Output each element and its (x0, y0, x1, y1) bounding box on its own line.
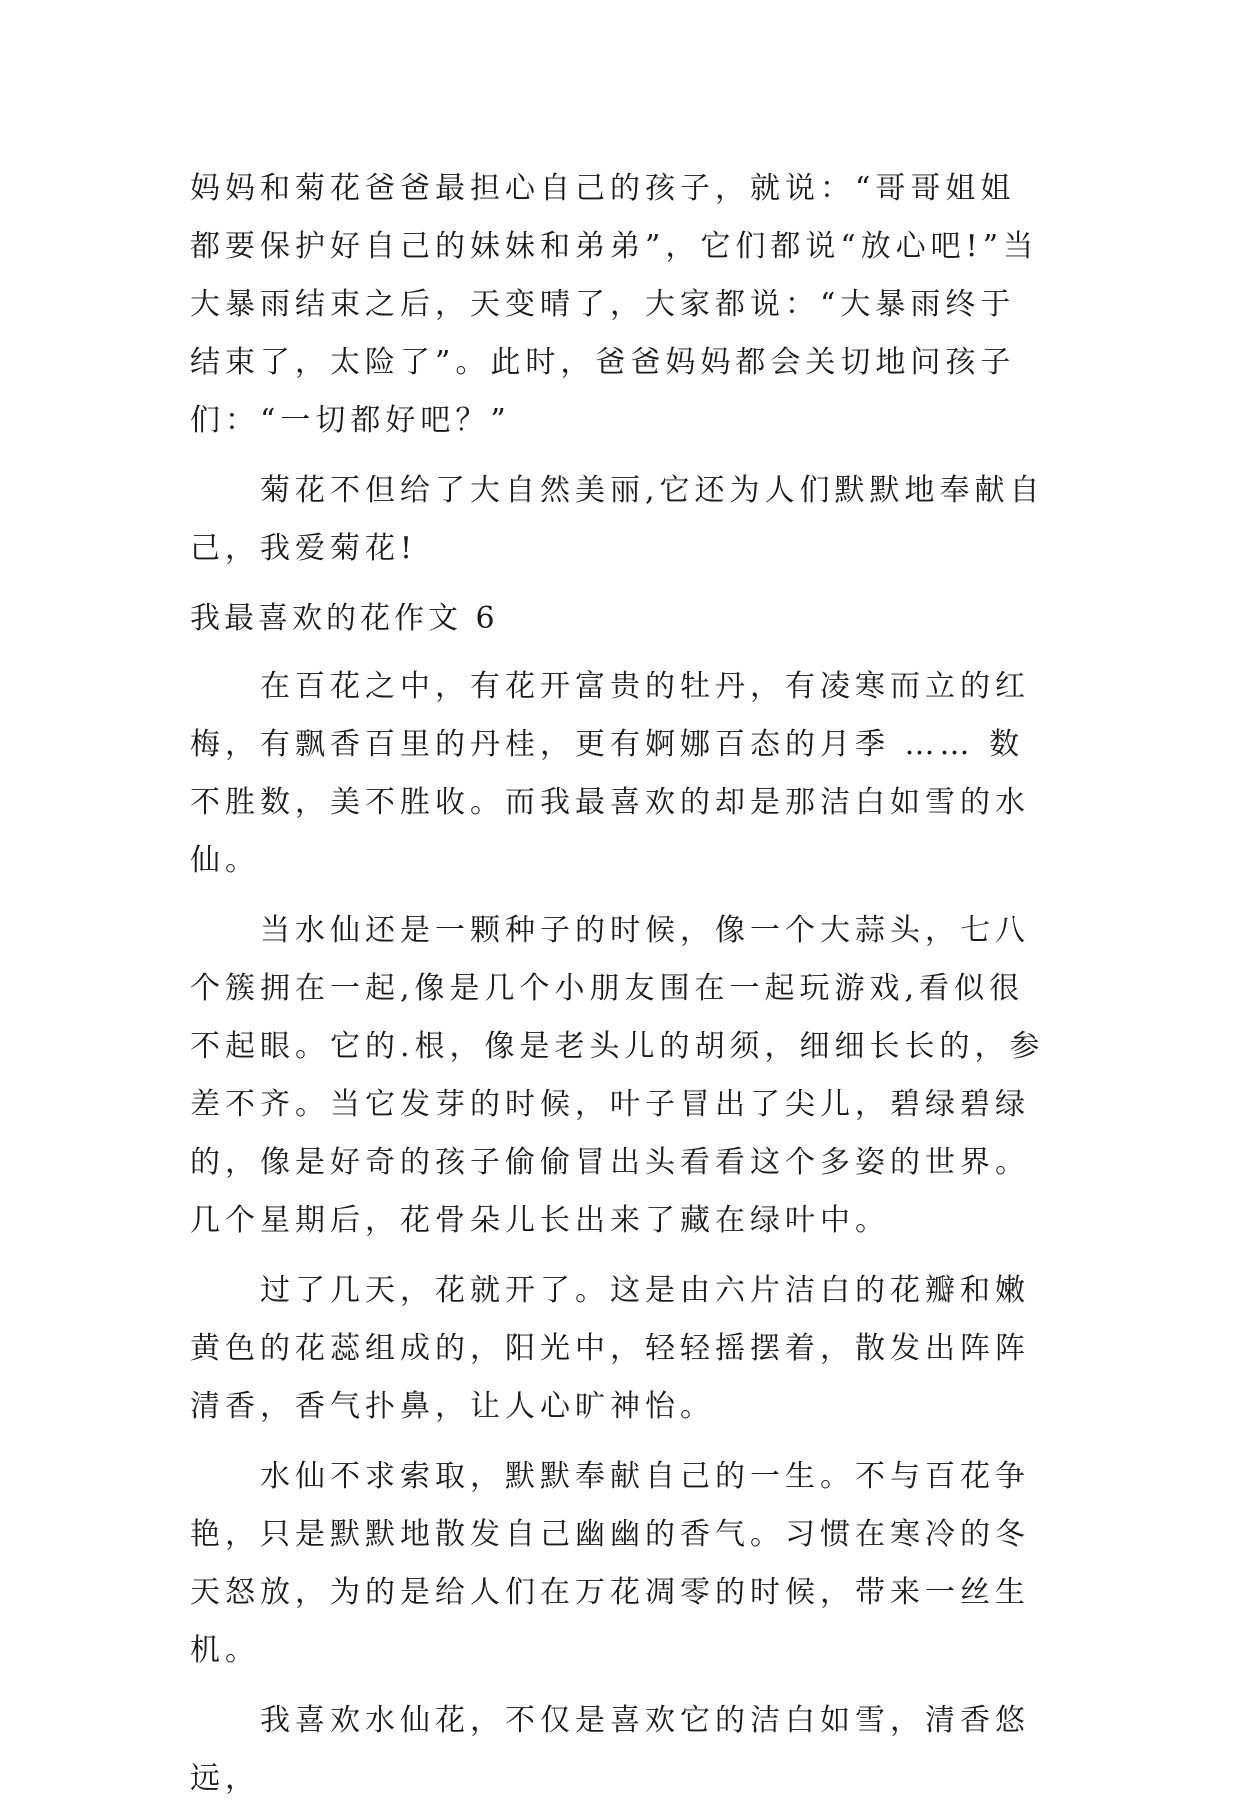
section-heading: 我最喜欢的花作文 6 (190, 601, 499, 636)
paragraph: 我喜欢水仙花，不仅是喜欢它的洁白如雪，清香悠远， (190, 1703, 1030, 1796)
paragraph: 妈妈和菊花爸爸最担心自己的孩子，就说：“哥哥姐姐都要保护好自己的妹妹和弟弟”，它们都说“放心吧!”当大暴雨结束之后，天变晴了，大家都说：“大暴雨终于结束了，太险了”。此时，爸爸妈妈都会关切地问孩子们：“一切都好吧？” (190, 171, 1039, 438)
paragraph: 水仙不求索取，默默奉献自己的一生。不与百花争艳，只是默默地散发自己幽幽的香气。习惯在寒冷的冬天怒放，为的是给人们在万花凋零的时候，带来一丝生机。 (190, 1459, 1030, 1668)
paragraph: 在百花之中，有花开富贵的牡丹，有凌寒而立的红梅，有飘香百里的丹桂，更有婀娜百态的月季 …… 数不胜数，美不胜收。而我最喜欢的却是那洁白如雪的水仙。 (190, 669, 1030, 878)
paragraph: 菊花不但给了大自然美丽,它还为人们默默地奉献自己，我爱菊花! (190, 473, 1045, 566)
paragraph: 过了几天，花就开了。这是由六片洁白的花瓣和嫩黄色的花蕊组成的，阳光中，轻轻摇摆着，散发出阵阵清香，香气扑鼻，让人心旷神怡。 (190, 1273, 1030, 1424)
document-body (190, 160, 1050, 1820)
paragraph: 当水仙还是一颗种子的时候，像一个大蒜头，七八个簇拥在一起,像是几个小朋友围在一起玩游戏,看似很不起眼。它的.根，像是老头儿的胡须，细细长长的，参差不齐。当它发芽的时候，叶子冒出了尖儿，碧绿碧绿的，像是好奇的孩子偷偷冒出头看看这个多姿的世界。几个星期后，花骨朵儿长出来了藏在绿叶中。 (190, 913, 1045, 1238)
